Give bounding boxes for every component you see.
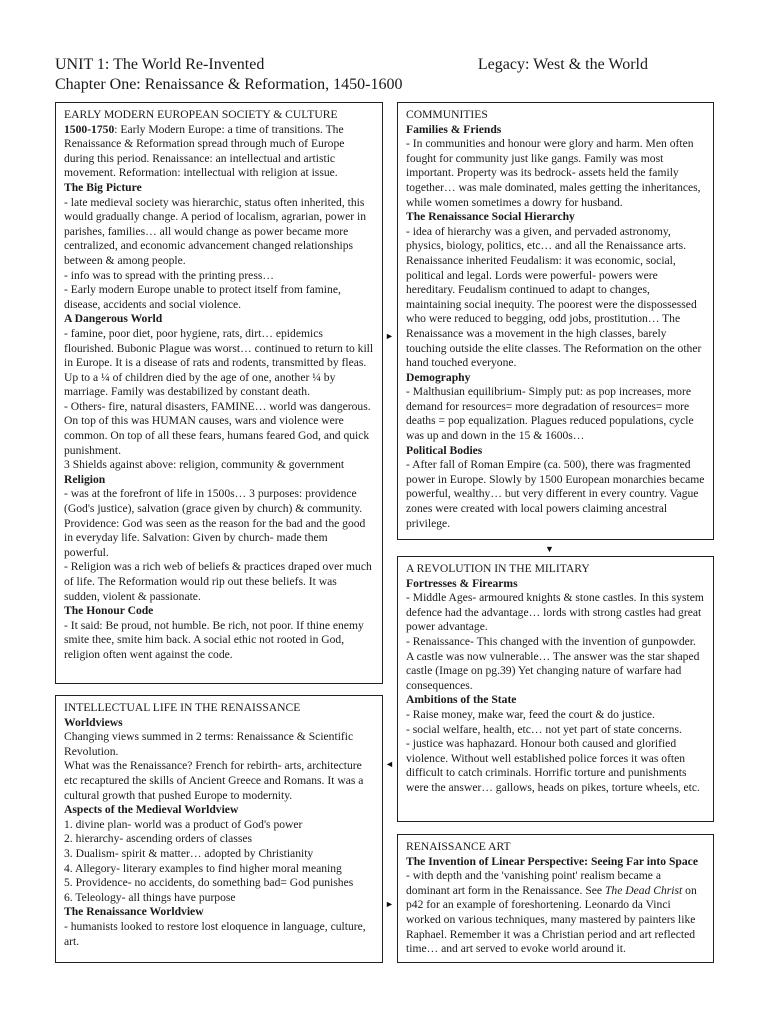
religion-heading: Religion	[64, 472, 106, 486]
art-title: RENAISSANCE ART	[406, 840, 511, 853]
medieval-item: 5. Providence- no accidents, do something bad= God punishes	[64, 876, 354, 890]
arrow-right-icon: ►	[385, 899, 394, 909]
hierarchy-text: - idea of hierarchy was a given, and pervaded astronomy, physics, biology, politics, etc… and all the Renaissance arts. Renaissance inherited Feudalism: it was economic, social, political and legal. Lords were powerful- powers were hereditary. Feudalism continued to adapt to changes, maintaining social inequity. The poorest were the dispossessed who were reduced to begging, odd jobs, prostitution… The Renaissance was a movement in the high classes, barely touching outside the elite classes. The Reformation on the other hand touched everyone.	[406, 224, 702, 370]
arrow-left-icon: ◄	[385, 759, 394, 769]
ambitions-text-2: - social welfare, health, etc… not yet part of state concerns.	[406, 722, 682, 736]
renaissance-worldview-text: - humanists looked to restore lost eloquence in language, culture, art.	[64, 919, 366, 948]
communities-title: COMMUNITIES	[406, 108, 488, 121]
communities-box	[397, 102, 714, 540]
arrow-right-icon: ►	[385, 331, 394, 341]
medieval-worldview-heading: Aspects of the Medieval Worldview	[64, 803, 239, 817]
honour-code-heading: The Honour Code	[64, 604, 154, 618]
fortresses-text-2: - Renaissance- This changed with the invention of gunpowder. A castle was now vulnerable… The answer was the star shaped castle (Image on pg.39) Yet changing nature of warfare had consequences.	[406, 634, 700, 692]
honour-code-text: - It said: Be proud, not humble. Be rich, not poor. If thine enemy smite thee, smite him back. A social ethic not rooted in God, religion often went against the code.	[64, 618, 364, 661]
military-box	[397, 556, 714, 822]
big-picture-text-3: - Early modern Europe unable to protect itself from famine, disease, accidents and social violence.	[64, 283, 341, 311]
medieval-item: 6. Teleology- all things have purpose	[64, 890, 236, 904]
big-picture-heading: The Big Picture	[64, 180, 142, 194]
dangerous-world-text-3: 3 Shields against above: religion, community & government	[64, 458, 345, 472]
society-intro	[64, 123, 374, 181]
political-bodies-text: - After fall of Roman Empire (ca. 500), there was fragmented power in Europe. Slowly by 1500 European monarchies became powerful, wealthy… but very different in every country. Vague zones were created with local powers claiming ancestral privilege.	[406, 458, 705, 530]
perspective-text	[406, 869, 705, 957]
perspective-text-b: on p42 for an example of foreshortening. Leonardo da Vinci worked on various techniques, many mastered by painters like Raphael. Remember it was a Christian period and art reflected time… and art served to evoke world around it.	[406, 883, 697, 956]
society-box	[55, 102, 383, 684]
big-picture-text-1: - late medieval society was hierarchic, status often inherited, this would gradually change. A period of localism, agrarian, power in parishes, families… all would change as power became more centralized, and economic advancement changed relationships between & among people.	[64, 195, 366, 267]
medieval-item: 4. Allegory- literary examples to find higher moral meaning	[64, 861, 342, 875]
dead-christ-title: The Dead Christ	[604, 883, 683, 897]
religion-text-3: - Religion was a rich web of beliefs & practices draped over much of life. The Reformation would rip out these beliefs. It was sudden, violent & passionate.	[64, 560, 372, 603]
society-intro-text: : Early Modern Europe: a time of transitions. The Renaissance & Reformation spread through much of Europe during this period. Renaissance: an intellectual and artistic movement. Reformation: intellectual with religion at issue.	[64, 122, 345, 180]
dangerous-world-text-1: - famine, poor diet, poor hygiene, rats, dirt… epidemics flourished. Bubonic Plague was worst… continued to return to kill in Europe. It is a disease of rats and rodents, transmitted by fleas. Up to a ¼ of children died by the age of one, another ¼ by marriage. Family was destabilized by constant death.	[64, 326, 374, 399]
renaissance-worldview-heading: The Renaissance Worldview	[64, 905, 204, 919]
dangerous-world-text-2: - Others- fire, natural disasters, FAMINE… world was dangerous. On top of this was HUMAN causes, wars and violence were common. On top of all these fears, humans feared God, and quick punishment.	[64, 399, 371, 457]
society-title: EARLY MODERN EUROPEAN SOCIETY & CULTURE	[64, 108, 338, 121]
worldviews-text-1: Changing views summed in 2 terms: Renaissance & Scientific Revolution.	[64, 730, 354, 758]
political-bodies-heading: Political Bodies	[406, 443, 483, 457]
legacy-title: Legacy: West & the World	[477, 56, 648, 73]
ambitions-text-3: - justice was haphazard. Honour both caused and glorified violence. Without well established police forces it was often difficult to catch criminals. Horrific torture and punishments were the answer… gallows, heads on pikes, torture wheels, etc.	[406, 737, 700, 794]
intellectual-title: INTELLECTUAL LIFE IN THE RENAISSANCE	[64, 701, 301, 714]
military-title: A REVOLUTION IN THE MILITARY	[406, 562, 590, 575]
ambitions-text-1: - Raise money, make war, feed the court & do justice.	[406, 707, 655, 721]
art-box	[397, 834, 714, 963]
fortresses-text-1: - Middle Ages- armoured knights & stone castles. In this system defence had the advantage… lords with strong castles had great power advantage.	[406, 591, 704, 634]
perspective-text-a: - with depth and the 'vanishing point' realism became a dominant art form in the Renaissance. See	[406, 869, 661, 897]
big-picture-text-2: - info was to spread with the printing press…	[64, 268, 274, 282]
fortresses-heading: Fortresses & Firearms	[406, 576, 518, 590]
dangerous-world-heading: A Dangerous World	[64, 312, 163, 326]
families-text: - In communities and honour were glory and harm. Men often fought for community just like gangs. Family was most important. Property was its bedrock- assets held the family together… was male dominated, males getting the inheritances, while women sometimes a dowry for husband.	[406, 137, 701, 209]
hierarchy-heading: The Renaissance Social Hierarchy	[406, 210, 575, 224]
perspective-heading: The Invention of Linear Perspective: Seeing Far into Space	[406, 854, 698, 868]
worldviews-text-2: What was the Renaissance? French for rebirth- arts, architecture etc recaptured the skills of Ancient Greece and Romans. It was a cultural growth that pushed Europe to modernity.	[64, 759, 364, 802]
ambitions-heading: Ambitions of the State	[406, 693, 517, 707]
intellectual-box	[55, 695, 383, 963]
families-heading: Families & Friends	[406, 122, 502, 136]
medieval-item: 3. Dualism- spirit & matter… adopted by Christianity	[64, 846, 314, 860]
unit-title: UNIT 1: The World Re-Invented	[55, 56, 265, 73]
society-intro-date: 1500-1750	[64, 122, 115, 136]
religion-text-2: Providence: God was seen as the reason for the bad and the good in everyday life. Salvation: Given by church- made them powerful.	[64, 516, 366, 559]
religion-text-1: - was at the forefront of life in 1500s… 3 purposes: providence (God's justice), salvation (grace given by church) & community.	[64, 487, 363, 516]
worldviews-heading: Worldviews	[64, 715, 123, 729]
arrow-down-icon: ▼	[545, 544, 554, 554]
demography-heading: Demography	[406, 370, 471, 384]
chapter-title: Chapter One: Renaissance & Reformation, 1450-1600	[55, 76, 403, 93]
demography-text: - Malthusian equilibrium- Simply put: as pop increases, more demand for resources= more degradation of resources= more deaths = pop equalization. Plagues reduced populations, cycle was up and down in the 15 & 1600s…	[406, 385, 694, 443]
medieval-item: 1. divine plan- world was a product of God's power	[64, 817, 303, 831]
medieval-item: 2. hierarchy- ascending orders of classes	[64, 832, 253, 846]
